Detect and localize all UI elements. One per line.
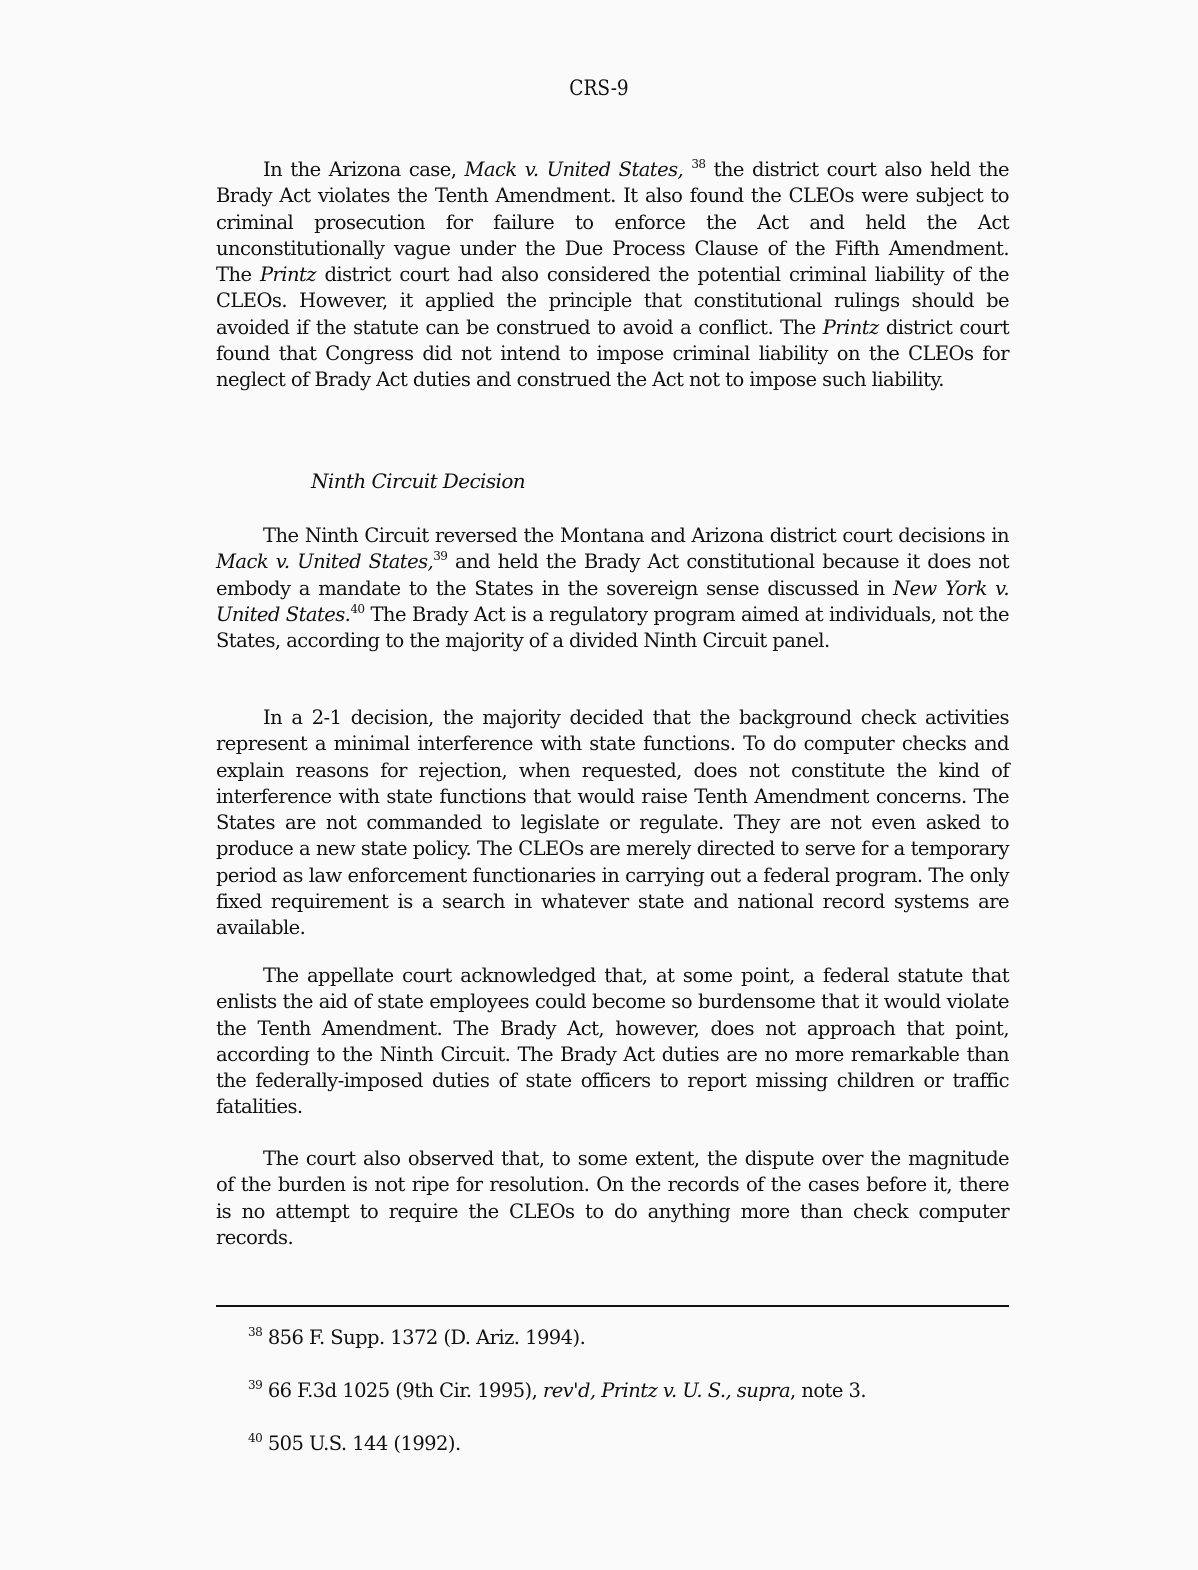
footnote-text: 856 F. Supp. 1372 (D. Ariz. 1994). — [262, 1326, 586, 1349]
footnote-number: 39 — [248, 1378, 263, 1392]
paragraph: The appellate court acknowledged that, at some point, a federal statute that enlists the aid of state employees could become so burdensome that it would violate the Tenth Amendment. The Brady Act, however, does not approach that point, according to the Ninth Circuit. The Brady Act duties are no more remarkable than the federally-imposed duties of state officers to report missing children or traffic fatalities. — [216, 964, 1009, 1119]
section-heading: Ninth Circuit Decision — [311, 469, 526, 493]
case-name: New York v. United States. — [216, 576, 1009, 626]
paragraph: The court also observed that, to some extent, the dispute over the magnitude of the burden is not ripe for resolution. On the records of the cases before it, there is no attempt to require the CLEOs to do anything more than check computer records. — [216, 1147, 1009, 1249]
footnote-divider — [216, 1305, 1009, 1307]
footnote-text: 66 F.3d 1025 (9th Cir. 1995), rev'd, Printz v. U. S., supra, note 3. — [262, 1379, 866, 1402]
footnote-number: 40 — [248, 1431, 263, 1445]
body-paragraph-ninth-circuit-2 — [216, 705, 1009, 942]
footnote-39 — [248, 1379, 866, 1405]
body-paragraph-ninth-circuit-3 — [216, 963, 1009, 1121]
case-name: Mack v. United States, — [216, 550, 434, 574]
footnotes — [248, 1326, 866, 1485]
case-name: Printz — [259, 263, 316, 287]
body-paragraph-ninth-circuit-4 — [216, 1146, 1009, 1251]
paragraph: In a 2-1 decision, the majority decided that the background check activities represent a minimal interference with state functions. To do computer checks and explain reasons for rejection, when requested, does not constitute the kind of interference with state functions that would raise Tenth Amendment concerns. The States are not commanded to legislate or regulate. They are not even asked to produce a new state policy. The CLEOs are merely directed to serve for a temporary period as law enforcement functionaries in carrying out a federal program. The only fixed requirement is a search in whatever state and national record systems are available. — [216, 706, 1009, 940]
page-number: CRS-9 — [569, 76, 629, 100]
case-name: Mack v. United States, — [464, 158, 684, 181]
footnote-40 — [248, 1432, 866, 1458]
case-name: rev'd, Printz v. U. S., supra — [542, 1379, 791, 1402]
footnote-ref: 38 — [691, 157, 706, 171]
paragraph: In the Arizona case, Mack v. United States, $^{38}$ the district court also held the Brady Act violates the Tenth Amendment. It also found the CLEOs were subject to criminal prosecution for failure to enforce the Act and held the Act unconstitutionally vague under the Due Process Clause of the Fifth Amendment. The Printz district court had also considered the potential criminal liability of the CLEOs. However, it applied the principle that constitutional rulings should be avoided if the statute can be construed to avoid a conflict. The Printz district court found that Congress did not intend to impose criminal liability on the CLEOs for neglect of Brady Act duties and construed the Act not to impose such liability. — [216, 157, 1009, 392]
footnote-text: 505 U.S. 144 (1992). — [262, 1432, 461, 1455]
footnote-ref: 40 — [350, 601, 365, 616]
body-section-district-court — [216, 157, 1009, 394]
paragraph: The Ninth Circuit reversed the Montana and Arizona district court decisions in Mack v. United States,$^{39}$ and held the Brady Act constitutional because it does not embody a mandate to the States in the sovereign sense discussed in New York v. United States.$^{40}$ The Brady Act is a regulatory program aimed at individuals, not the States, according to the majority of a divided Ninth Circuit panel. — [216, 524, 1009, 653]
footnote-ref: 39 — [433, 549, 448, 564]
case-name: Printz — [822, 315, 879, 339]
body-paragraph-ninth-circuit-1 — [216, 523, 1009, 654]
footnote-38 — [248, 1326, 866, 1352]
footnote-number: 38 — [248, 1325, 263, 1339]
